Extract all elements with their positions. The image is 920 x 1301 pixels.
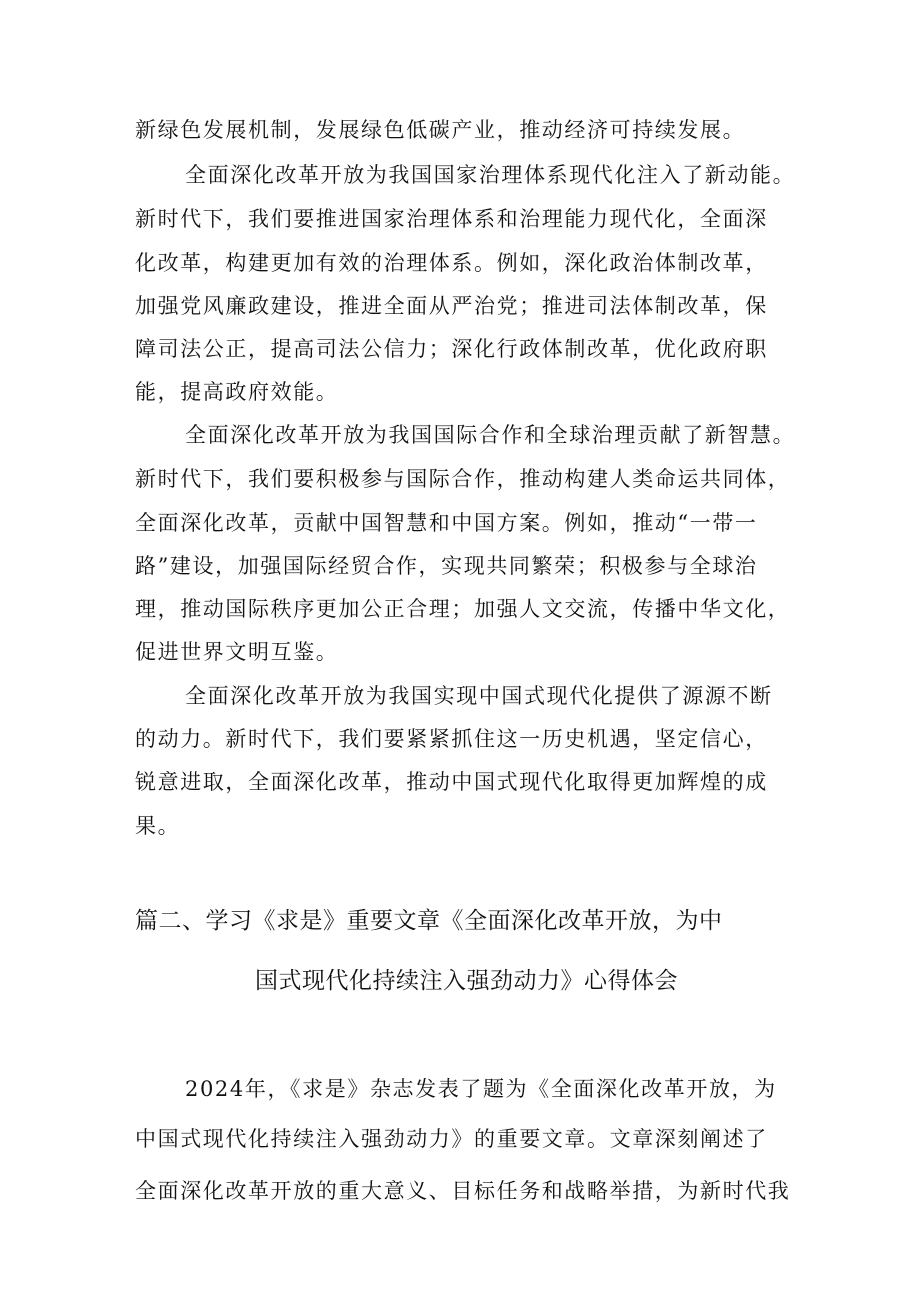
paragraph-3-line-4: 路”建设，加强国际经贸合作，实现共同繁荣；积极参与全球治 (135, 554, 758, 578)
intro-line-1: 2024年，《求是》杂志发表了题为《全面深化改革开放，为 (185, 1077, 777, 1101)
paragraph-1-line-1: 新绿色发展机制，发展绿色低碳产业，推动经济可持续发展。 (135, 118, 746, 142)
paragraph-2-line-6: 能，提高政府效能。 (135, 380, 339, 404)
paragraph-3-line-3: 全面深化改革，贡献中国智慧和中国方案。例如，推动“一带一 (135, 511, 758, 535)
paragraph-2-line-4: 加强党风廉政建设，推进全面从严治党；推进司法体制改革，保 (135, 294, 768, 318)
paragraph-4-line-3: 锐意进取，全面深化改革，推动中国式现代化取得更加辉煌的成 (135, 770, 768, 794)
paragraph-3-line-1: 全面深化改革开放为我国国际合作和全球治理贡献了新智慧。 (185, 423, 796, 447)
paragraph-3-line-6: 促进世界文明互鉴。 (135, 640, 339, 664)
paragraph-3-line-2: 新时代下，我们要积极参与国际合作，推动构建人类命运共同体， (135, 467, 791, 491)
paragraph-2-line-5: 障司法公正，提高司法公信力；深化行政体制改革，优化政府职 (135, 337, 768, 361)
paragraph-2-line-2: 新时代下，我们要推进国家治理体系和治理能力现代化，全面深 (135, 207, 768, 231)
paragraph-4-line-2: 的动力。新时代下，我们要紧紧抓住这一历史机遇，坚定信心， (135, 727, 768, 751)
section-title-line-2: 国式现代化持续注入强劲动力》心得体会 (255, 968, 678, 994)
paragraph-4-line-4: 果。 (135, 814, 181, 838)
paragraph-4-line-1: 全面深化改革开放为我国实现中国式现代化提供了源源不断 (185, 684, 773, 708)
paragraph-2-line-1: 全面深化改革开放为我国国家治理体系现代化注入了新动能。 (185, 163, 796, 187)
section-title-line-1: 篇二、学习《求是》重要文章《全面深化改革开放，为中 (135, 908, 723, 934)
paragraph-2-line-3: 化改革，构建更加有效的治理体系。例如，深化政治体制改革， (135, 251, 768, 275)
intro-line-3: 全面深化改革开放的重大意义、目标任务和战略举措，为新时代我 (135, 1179, 791, 1203)
paragraph-3-line-5: 理，推动国际秩序更加公正合理；加强人文交流，传播中华文化， (135, 597, 791, 621)
intro-line-2: 中国式现代化持续注入强劲动力》的重要文章。文章深刻阐述了 (135, 1127, 768, 1151)
